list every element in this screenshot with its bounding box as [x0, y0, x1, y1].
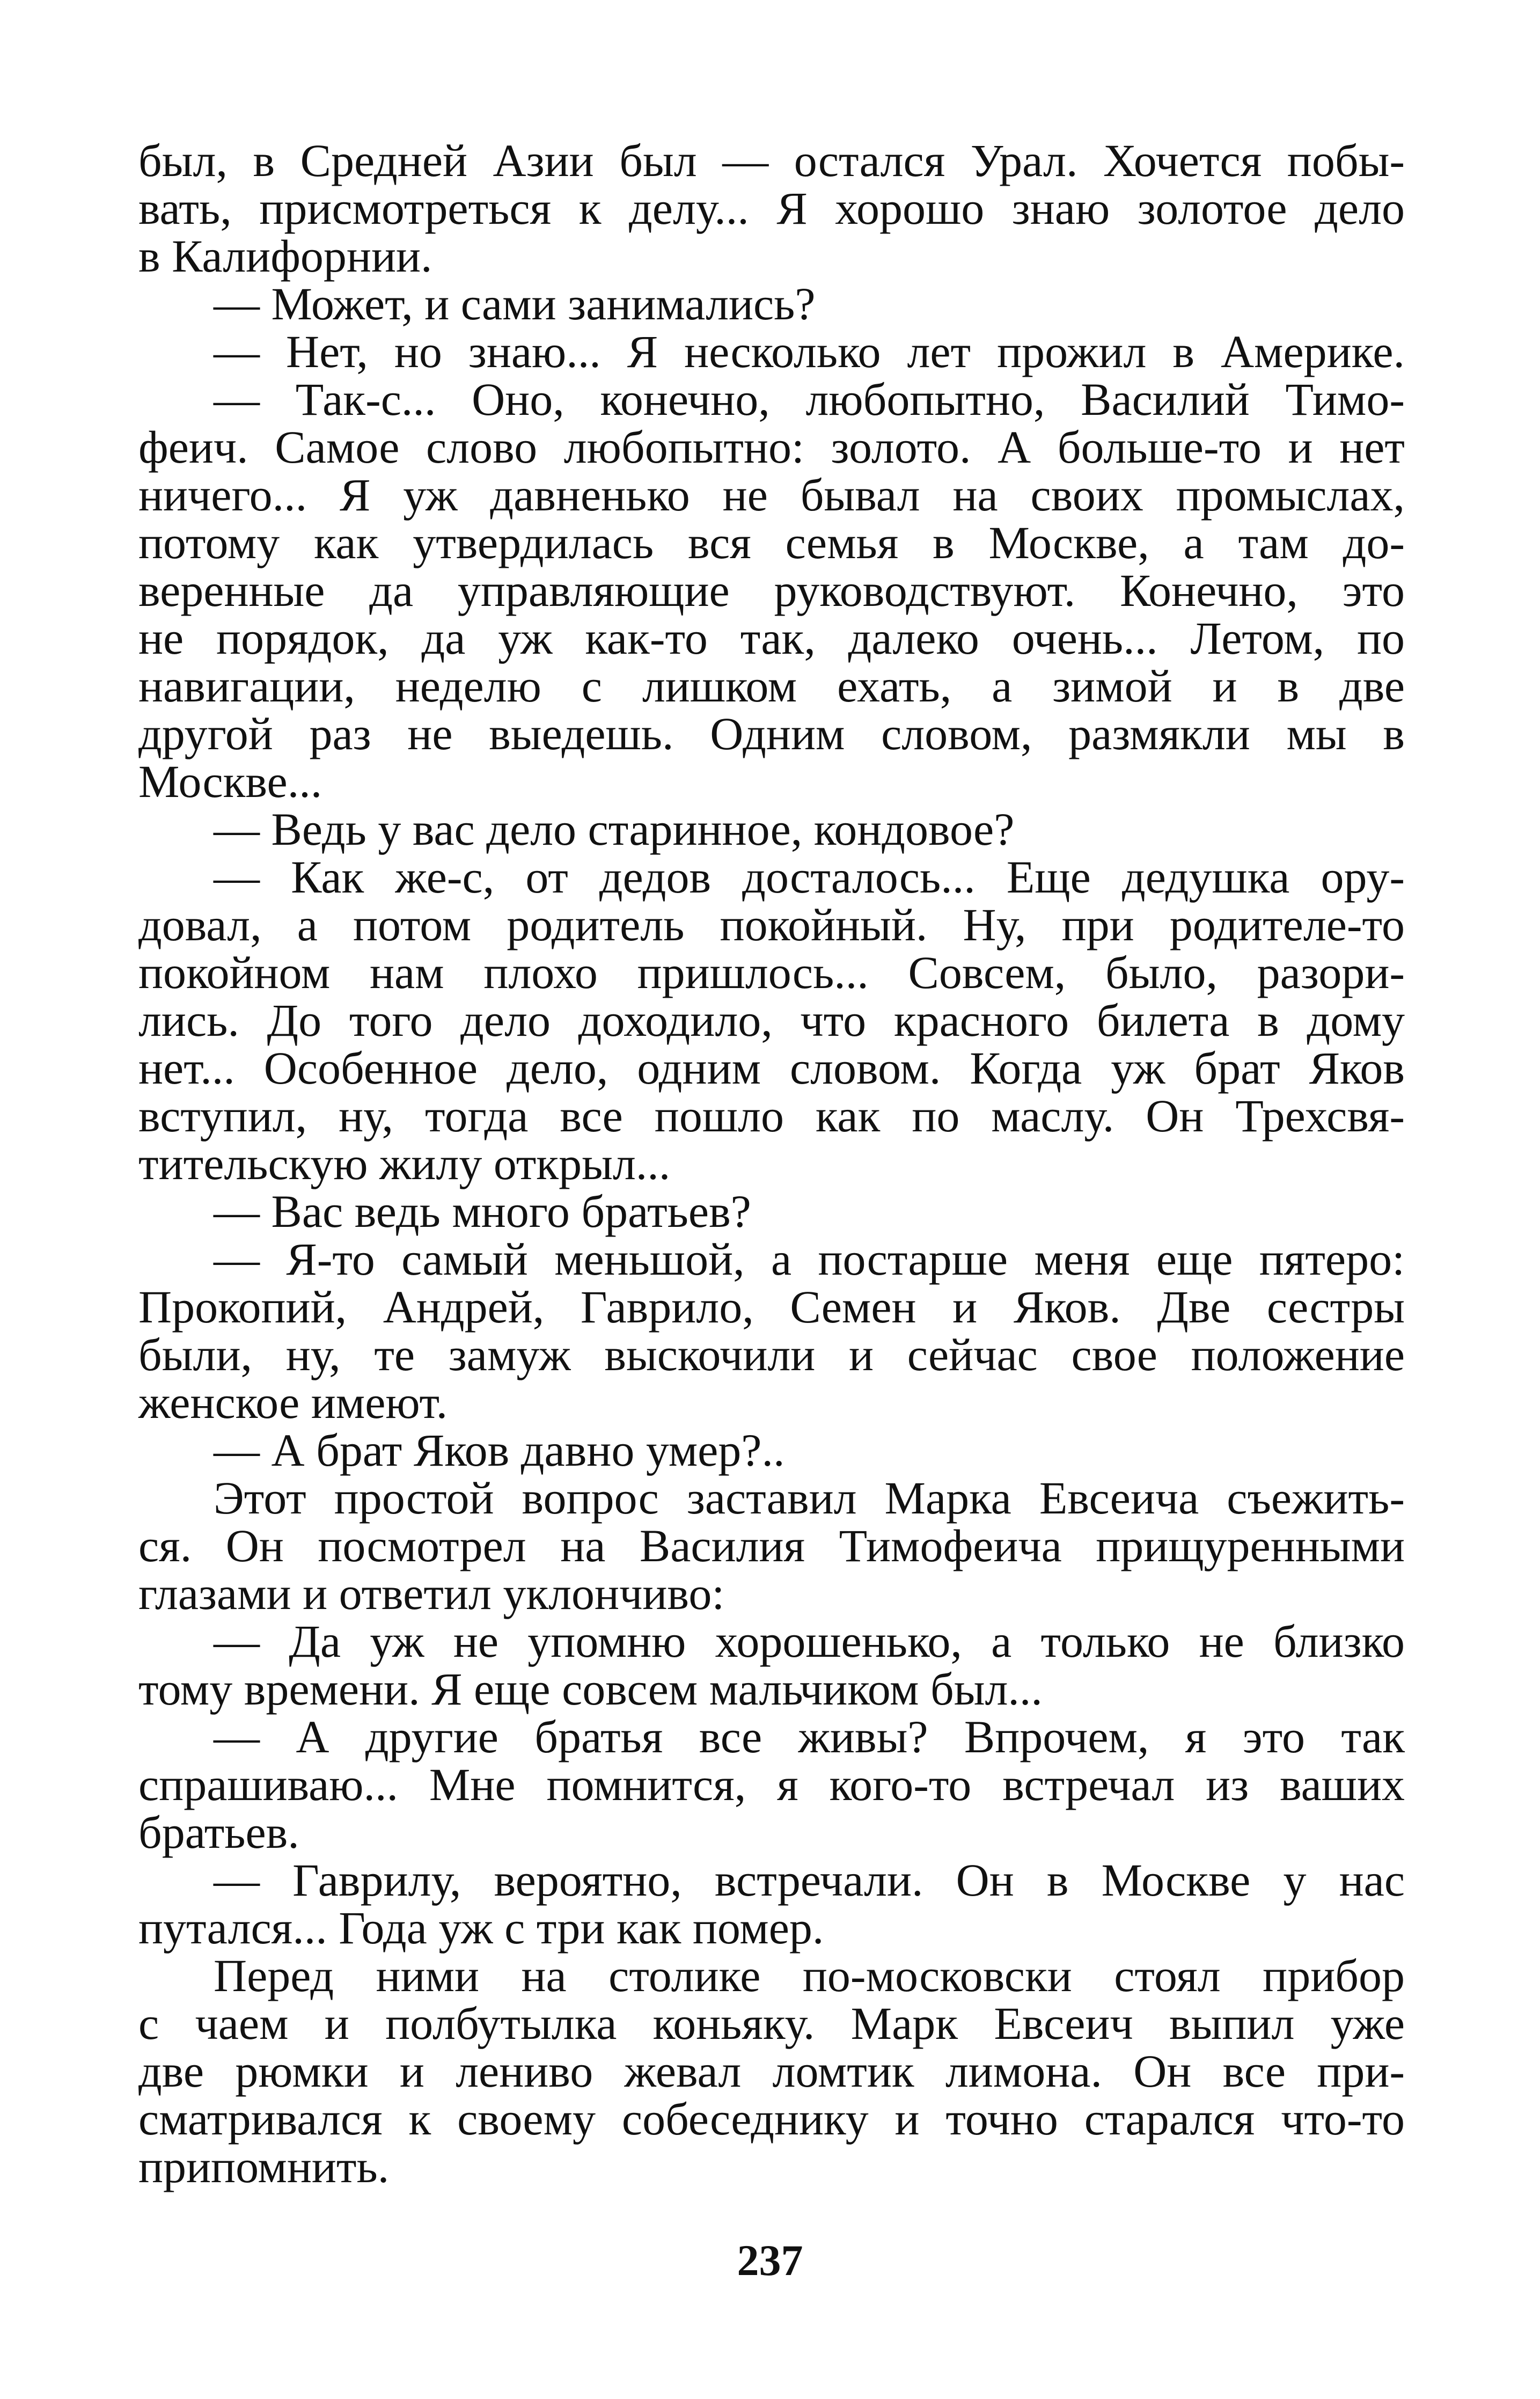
text-line: братьев. — [138, 1806, 299, 1858]
text-line: женское имеют. — [138, 1377, 448, 1428]
text-line: Москве... — [138, 756, 322, 807]
text-line: лись. До того дело доходило, что красного билета в дому — [138, 994, 1405, 1046]
text-line: — Так-с... Оно, конечно, любопытно, Василий Тимо- — [214, 374, 1405, 425]
text-line: — Я-то самый меньшой, а постарше меня еще пятеро: — [214, 1233, 1405, 1285]
text-line: были, ну, те замуж выскочили и сейчас свое положение — [138, 1329, 1405, 1380]
text-line: Этот простой вопрос заставил Марка Евсеича съежить- — [214, 1472, 1405, 1524]
text-line: другой раз не выедешь. Одним словом, размякли мы в — [138, 708, 1405, 759]
page-number: 237 — [737, 2236, 803, 2285]
text-line: глазами и ответил уклончиво: — [138, 1568, 725, 1619]
text-line: нет... Особенное дело, одним словом. Когда уж брат Яков — [138, 1042, 1405, 1094]
text-line: — Нет, но знаю... Я несколько лет прожил в Америке. — [214, 326, 1405, 377]
text-line: сматривался к своему собеседнику и точно старался что-то — [138, 2093, 1405, 2145]
text-line: — Да уж не упомню хорошенько, а только не близко — [214, 1615, 1405, 1667]
text-line: — Может, и сами занимались? — [214, 278, 816, 330]
text-line: — А брат Яков давно умер?.. — [214, 1424, 785, 1476]
body-text — [138, 137, 1405, 2191]
text-line: две рюмки и лениво жевал ломтик лимона. Он все при- — [138, 2045, 1405, 2097]
text-line: ся. Он посмотрел на Василия Тимофеича прищуренными — [138, 1520, 1405, 1571]
text-line: довал, а потом родитель покойный. Ну, при родителе-то — [138, 899, 1405, 950]
text-line: тительскую жилу открыл... — [138, 1138, 671, 1189]
text-line: феич. Самое слово любопытно: золото. А больше-то и нет — [138, 421, 1405, 473]
text-line: ничего... Я уж давненько не бывал на своих промыслах, — [138, 469, 1405, 521]
text-line: с чаем и полбутылка коньяку. Марк Евсеич выпил уже — [138, 1998, 1405, 2049]
text-line: не порядок, да уж как-то так, далеко очень... Летом, по — [138, 612, 1405, 664]
text-line: — Гаврилу, вероятно, встречали. Он в Москве у нас — [214, 1854, 1405, 1906]
text-line: вступил, ну, тогда все пошло как по маслу. Он Трехсвя- — [138, 1090, 1405, 1142]
text-line: покойном нам плохо пришлось... Совсем, было, разори- — [138, 947, 1405, 998]
text-line: навигации, неделю с лишком ехать, а зимой и в две — [138, 660, 1405, 712]
text-line: — Как же-с, от дедов досталось... Еще дедушка ору- — [214, 851, 1405, 903]
text-line: путался... Года уж с три как помер. — [138, 1902, 824, 1954]
text-line: Прокопий, Андрей, Гаврило, Семен и Яков. Две сестры — [138, 1281, 1405, 1333]
text-line: был, в Средней Азии был — остался Урал. Хочется побы- — [138, 135, 1405, 186]
text-line: — Вас ведь много братьев? — [214, 1186, 751, 1237]
text-line: веренные да управляющие руководствуют. Конечно, это — [138, 565, 1405, 616]
text-line: припомнить. — [138, 2141, 390, 2192]
text-line: спрашиваю... Мне помнится, я кого-то встречал из ваших — [138, 1759, 1405, 1810]
text-line: потому как утвердилась вся семья в Москве, а там до- — [138, 517, 1405, 568]
text-line: вать, присмотреться к делу... Я хорошо знаю золотое дело — [138, 182, 1405, 234]
text-line: — Ведь у вас дело старинное, кондовое? — [214, 803, 1015, 855]
text-line: в Калифорнии. — [138, 230, 432, 282]
text-line: Перед ними на столике по-московски стоял прибор — [214, 1950, 1405, 2001]
text-line: тому времени. Я еще совсем мальчиком был... — [138, 1663, 1043, 1715]
text-line: — А другие братья все живы? Впрочем, я это так — [214, 1711, 1405, 1762]
